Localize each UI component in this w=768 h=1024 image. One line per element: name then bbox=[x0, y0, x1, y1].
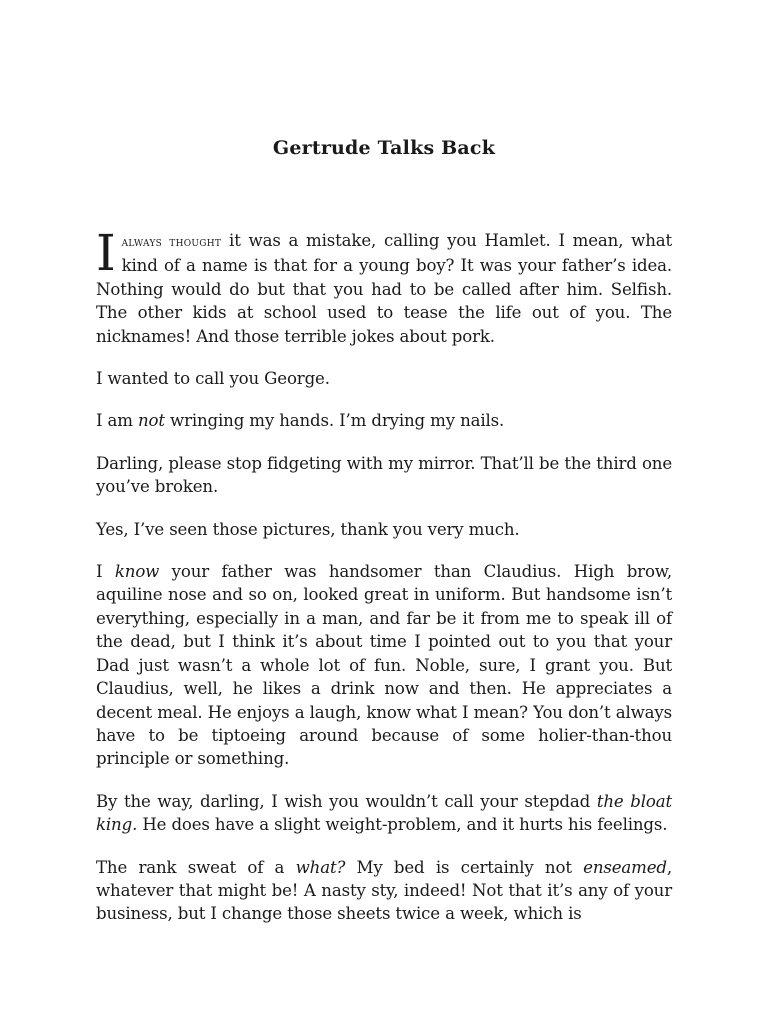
paragraph-6-text-a: I bbox=[96, 562, 115, 582]
small-caps-opening: always thought bbox=[121, 235, 222, 250]
paragraph-8-text-a: The rank sweat of a bbox=[96, 857, 296, 877]
paragraph-7-emphasis: the bloat king. bbox=[96, 791, 672, 835]
story-body bbox=[96, 224, 672, 945]
paragraph-8-text-c: , whatever that might be! A nasty sty, indeed! Not that it’s any of your business, but I change those sheets twice a week, which is bbox=[96, 857, 672, 924]
paragraph-3-text-a: I am bbox=[96, 411, 138, 431]
paragraph-3 bbox=[96, 409, 672, 432]
paragraph-1 bbox=[96, 224, 672, 348]
paragraph-3-text-b: wringing my hands. I’m drying my nails. bbox=[164, 411, 505, 431]
paragraph-6 bbox=[96, 560, 672, 771]
paragraph-8-emphasis-2: enseamed bbox=[583, 857, 667, 877]
paragraph-6-emphasis: know bbox=[114, 562, 160, 582]
paragraph-8 bbox=[96, 856, 672, 926]
paragraph-7 bbox=[96, 790, 672, 837]
paragraph-5: Yes, I’ve seen those pictures, thank you very much. bbox=[96, 519, 520, 539]
paragraph-7-text-b: He does have a slight weight-problem, and it hurts his feelings. bbox=[137, 815, 668, 835]
paragraph-6-text-b: your father was handsomer than Claudius. High brow, aquiline nose and so on, looked great in uniform. But handsome isn’t everything, especially in a man, and far be it from me to speak ill of the dead, but I think it’s about time I pointed out to you that your Dad just wasn’t a whole lot of fun. Noble, sure, I grant you. But Claudius, well, he likes a drink now and then. He appreciates a decent meal. He enjoys a laugh, know what I mean? You don’t always have to be tiptoeing around because of some holier-than-thou principle or something. bbox=[96, 562, 672, 769]
paragraph-7-text-a: By the way, darling, I wish you wouldn’t call your stepdad bbox=[96, 791, 597, 811]
paragraph-1-text: it was a mistake, calling you Hamlet. I mean, what kind of a name is that for a young boy? It was your father’s idea. Nothing would do but that you had to be called after him. Selfish. The other kids at school used to tease the life out of you. The nicknames! And those terrible jokes about pork. bbox=[96, 231, 672, 346]
paragraph-4: Darling, please stop fidgeting with my mirror. That’ll be the third one you’ve broken. bbox=[96, 453, 672, 497]
paragraph-8-text-b: My bed is certainly not bbox=[345, 857, 584, 877]
page-title: Gertrude Talks Back bbox=[272, 137, 496, 159]
paragraph-3-emphasis: not bbox=[137, 411, 165, 431]
paragraph-2: I wanted to call you George. bbox=[96, 369, 330, 389]
drop-cap: I bbox=[96, 224, 116, 282]
paragraph-8-emphasis-1: what? bbox=[295, 857, 346, 877]
